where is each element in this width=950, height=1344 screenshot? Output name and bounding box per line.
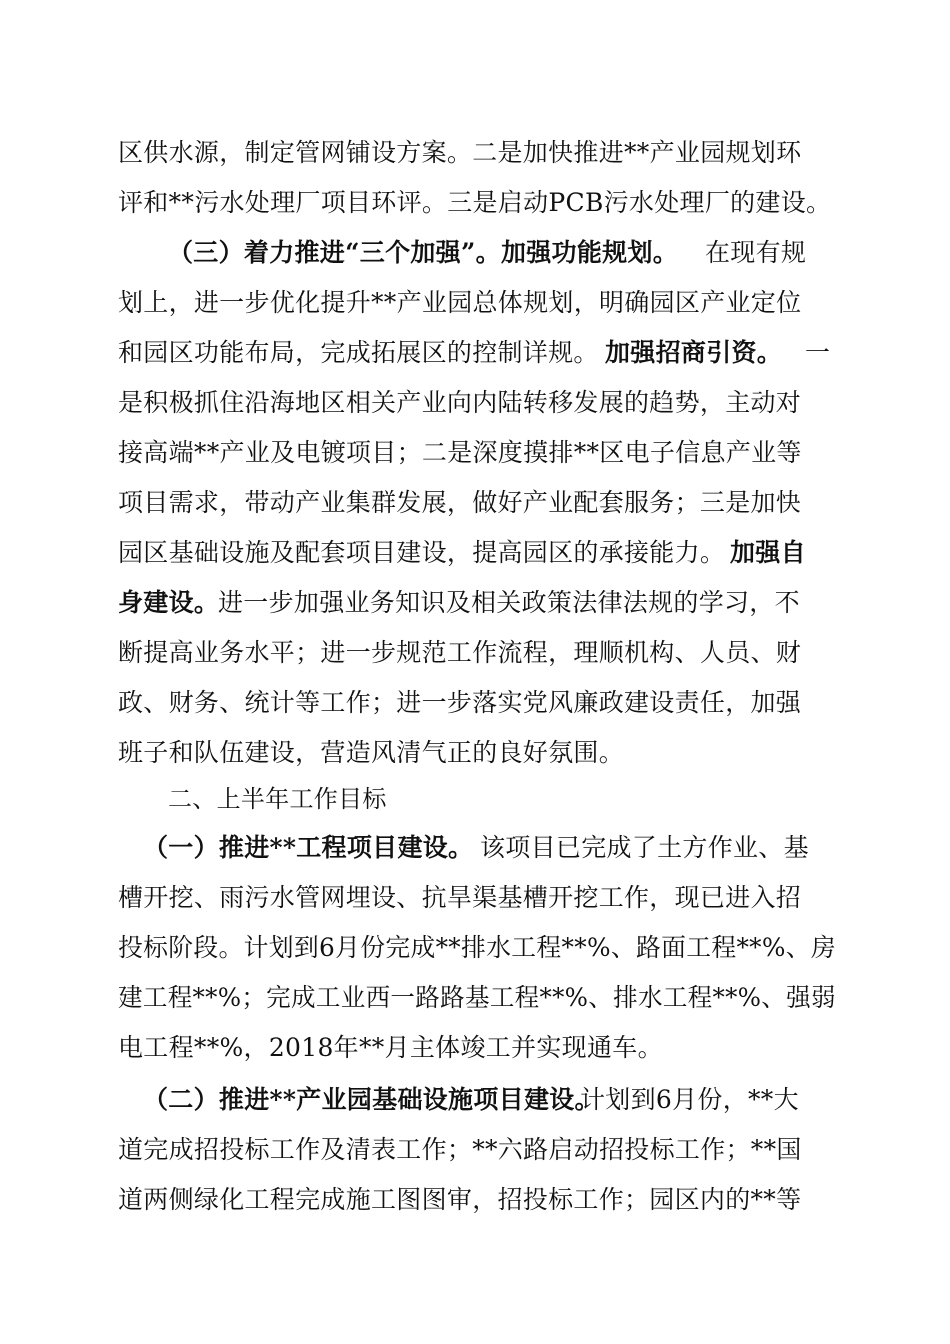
bold-phrase: 身建设。 [118, 588, 220, 617]
section-heading: （三）着力推进“三个加强”。加强功能规划。 [168, 238, 679, 267]
section-heading: （二）推进**产业园基础设施项目建设。 [143, 1085, 600, 1114]
text-run: 在现有规 [705, 238, 807, 267]
text-line [0, 633, 950, 673]
text-run: 和园区功能布局，完成拓展区的控制详规。 [118, 338, 599, 367]
text-run: 评和**污水处理厂项目环评。三是启动PCB污水处理厂的建设。 [118, 188, 832, 217]
text-line [0, 183, 950, 223]
text-line [0, 283, 950, 323]
text-line [0, 1028, 950, 1068]
text-line [0, 928, 950, 968]
text-run: 槽开挖、雨污水管网埋设、抗旱渠基槽开挖工作，现已进入招 [118, 883, 802, 912]
text-run: 是积极抓住沿海地区相关产业向内陆转移发展的趋势，主动对 [118, 388, 802, 417]
text-line [0, 1180, 950, 1220]
text-run: 班子和队伍建设，营造风清气正的良好氛围。 [118, 738, 625, 767]
section-title: 二、上半年工作目标 [168, 785, 387, 813]
text-run: 计划到6月份，**大 [580, 1085, 799, 1114]
text-line [0, 583, 950, 623]
text-line [0, 433, 950, 473]
text-line [0, 533, 950, 573]
text-line [0, 683, 950, 723]
text-line [0, 233, 950, 273]
text-run: 道完成招投标工作及清表工作；**六路启动招投标工作；**国 [118, 1135, 802, 1164]
text-run: 政、财务、统计等工作；进一步落实党风廉政建设责任，加强 [118, 688, 802, 717]
bold-phrase: 加强招商引资。 [605, 338, 783, 367]
text-line [0, 333, 950, 373]
text-line [0, 733, 950, 773]
bold-phrase: 加强自 [730, 538, 806, 567]
text-line [0, 779, 950, 819]
text-line [0, 978, 950, 1018]
text-run: 进一步加强业务知识及相关政策法律法规的学习，不 [218, 588, 800, 617]
text-line [0, 383, 950, 423]
text-run: 划上，进一步优化提升**产业园总体规划，明确园区产业定位 [118, 288, 802, 317]
text-run: 建工程**%；完成工业西一路路基工程**%、排水工程**%、强弱 [118, 983, 836, 1012]
text-line [0, 878, 950, 918]
text-line [0, 133, 950, 173]
section-heading: （一）推进**工程项目建设。 [143, 833, 474, 862]
text-run: 电工程**%，2018年**月主体竣工并实现通车。 [118, 1033, 663, 1062]
text-run: 接高端**产业及电镀项目；二是深度摸排**区电子信息产业等 [118, 438, 802, 467]
text-line [0, 828, 950, 868]
text-run: 投标阶段。计划到6月份完成**排水工程**%、路面工程**%、房 [118, 933, 837, 962]
text-run: 该项目已完成了土方作业、基 [480, 833, 809, 862]
text-run: 断提高业务水平；进一步规范工作流程，理顺机构、人员、财 [118, 638, 802, 667]
text-run: 区供水源，制定管网铺设方案。二是加快推进**产业园规划环 [118, 138, 802, 167]
text-run: 项目需求，带动产业集群发展，做好产业配套服务；三是加快 [118, 488, 802, 517]
text-line [0, 1080, 950, 1120]
text-run: 道两侧绿化工程完成施工图图审，招投标工作；园区内的**等 [118, 1185, 802, 1214]
text-run: 园区基础设施及配套项目建设，提高园区的承接能力。 [118, 538, 726, 567]
text-run: 一 [805, 338, 831, 367]
text-line [0, 1130, 950, 1170]
text-line [0, 483, 950, 523]
